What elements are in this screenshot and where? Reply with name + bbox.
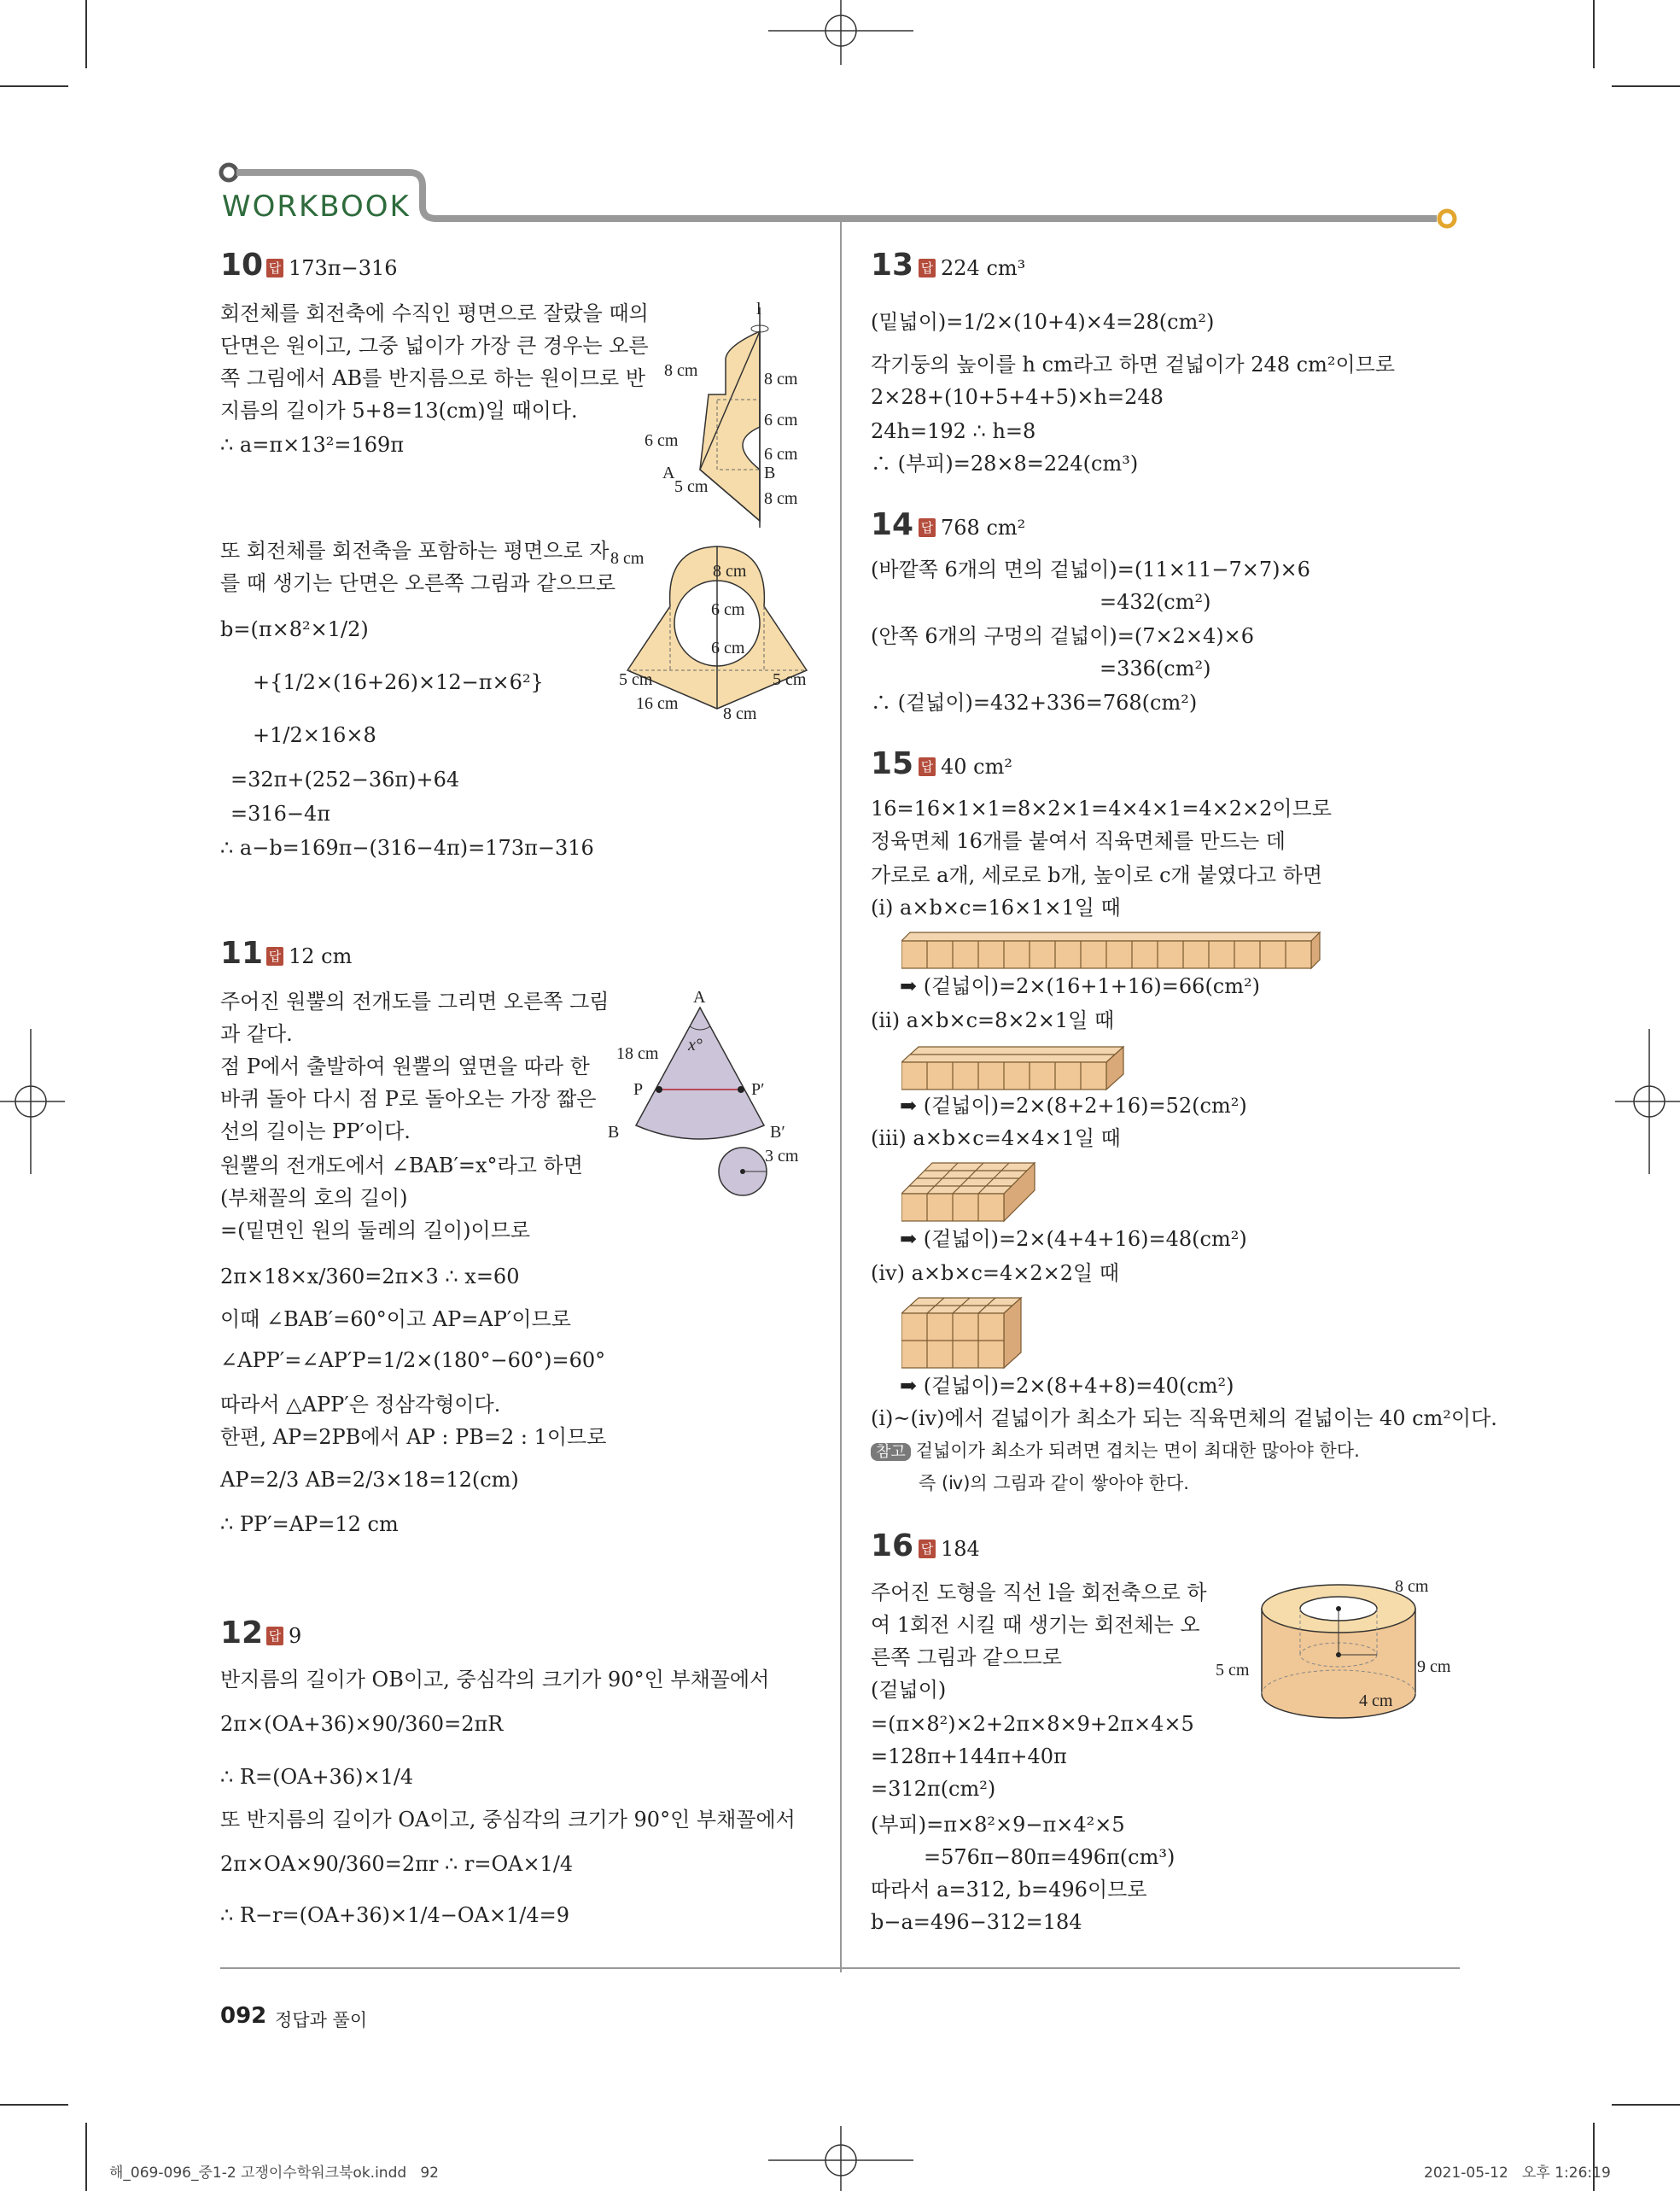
q12-number: 12 xyxy=(220,1615,264,1651)
q15-figure-4x2x2 xyxy=(901,1296,1030,1370)
q15-number: 15 xyxy=(871,746,914,781)
print-timestamp: 2021-05-12 오후 1:26:19 xyxy=(1424,2165,1611,2182)
svg-text:A: A xyxy=(662,464,675,482)
q11-answer: 답 12 cm xyxy=(266,944,352,968)
svg-text:8 cm: 8 cm xyxy=(764,489,798,508)
q15-answer: 답 40 cm² xyxy=(919,755,1012,779)
q16-answer: 답 184 xyxy=(919,1537,980,1561)
header-brand: WORKBOOK xyxy=(222,190,411,224)
print-file-info: 해_069-096_중1-2 고쟁이수학워크북ok.indd 92 xyxy=(109,2165,439,2182)
answer-badge-icon: 답 xyxy=(266,259,283,278)
svg-text:8 cm: 8 cm xyxy=(713,562,747,581)
svg-text:5 cm: 5 cm xyxy=(773,670,807,689)
svg-text:6 cm: 6 cm xyxy=(711,639,745,657)
answer-badge-icon: 답 xyxy=(919,518,936,537)
svg-text:P′: P′ xyxy=(751,1080,765,1099)
registration-mark-bottom xyxy=(768,2123,913,2191)
q14-answer: 답 768 cm² xyxy=(919,516,1025,540)
svg-text:8 cm: 8 cm xyxy=(664,361,698,380)
q15-figure-16x1x1 xyxy=(901,929,1328,972)
svg-text:5 cm: 5 cm xyxy=(619,670,653,689)
svg-text:8 cm: 8 cm xyxy=(610,549,645,568)
svg-text:5 cm: 5 cm xyxy=(1216,1661,1250,1680)
q10-answer: 답 173π−316 xyxy=(266,256,398,280)
svg-text:5 cm: 5 cm xyxy=(674,477,709,496)
footer-rule xyxy=(220,1967,1460,1969)
q13-number: 13 xyxy=(871,248,914,283)
column-divider xyxy=(840,222,842,1972)
svg-text:A: A xyxy=(693,988,706,1007)
section-label: 정답과 풀이 xyxy=(275,2010,368,2030)
q14-number: 14 xyxy=(871,507,914,542)
q16-figure-hollow-cylinder xyxy=(1212,1576,1468,1730)
svg-text:16 cm: 16 cm xyxy=(636,694,679,713)
q13-answer: 답 224 cm³ xyxy=(919,256,1025,280)
svg-text:8 cm: 8 cm xyxy=(723,704,757,723)
svg-text:B: B xyxy=(608,1123,620,1142)
q11-figure-cone-net xyxy=(606,982,820,1212)
svg-text:4 cm: 4 cm xyxy=(1359,1691,1393,1710)
svg-text:6 cm: 6 cm xyxy=(645,431,679,450)
answer-badge-icon: 답 xyxy=(919,757,936,776)
svg-text:8 cm: 8 cm xyxy=(1395,1577,1429,1596)
answer-badge-icon: 답 xyxy=(266,947,283,966)
q15-note: 참고 겉넓이가 최소가 되려면 겹치는 면이 최대한 많아야 한다. xyxy=(871,1438,1360,1465)
fig1-label-l: l xyxy=(756,300,761,318)
q16-number: 16 xyxy=(871,1528,914,1563)
svg-text:x°: x° xyxy=(688,1036,703,1055)
svg-text:9 cm: 9 cm xyxy=(1417,1657,1451,1676)
answer-badge-icon: 답 xyxy=(919,1540,936,1558)
svg-text:6 cm: 6 cm xyxy=(764,445,798,464)
svg-text:B: B xyxy=(764,464,776,482)
svg-text:B′: B′ xyxy=(770,1123,785,1142)
svg-text:8 cm: 8 cm xyxy=(764,370,798,389)
answer-badge-icon: 답 xyxy=(266,1627,283,1645)
registration-mark-top xyxy=(768,0,913,68)
q10-number: 10 xyxy=(220,248,264,283)
registration-mark-left xyxy=(0,1029,68,1174)
svg-text:3 cm: 3 cm xyxy=(765,1147,799,1166)
page-number: 092 xyxy=(220,2003,267,2029)
svg-text:18 cm: 18 cm xyxy=(616,1044,659,1063)
q12-answer: 답 9 xyxy=(266,1624,301,1648)
q10-figure-cross-section xyxy=(602,538,832,726)
q11-number: 11 xyxy=(220,936,264,971)
q15-figure-8x2x1 xyxy=(901,1043,1132,1091)
q10-figure-revolution xyxy=(632,299,837,529)
answer-badge-icon: 답 xyxy=(919,259,936,278)
svg-text:P: P xyxy=(633,1080,644,1099)
q15-figure-4x4x1 xyxy=(901,1158,1038,1223)
svg-text:6 cm: 6 cm xyxy=(711,600,745,619)
svg-text:6 cm: 6 cm xyxy=(764,411,798,429)
registration-mark-right xyxy=(1612,1029,1680,1174)
